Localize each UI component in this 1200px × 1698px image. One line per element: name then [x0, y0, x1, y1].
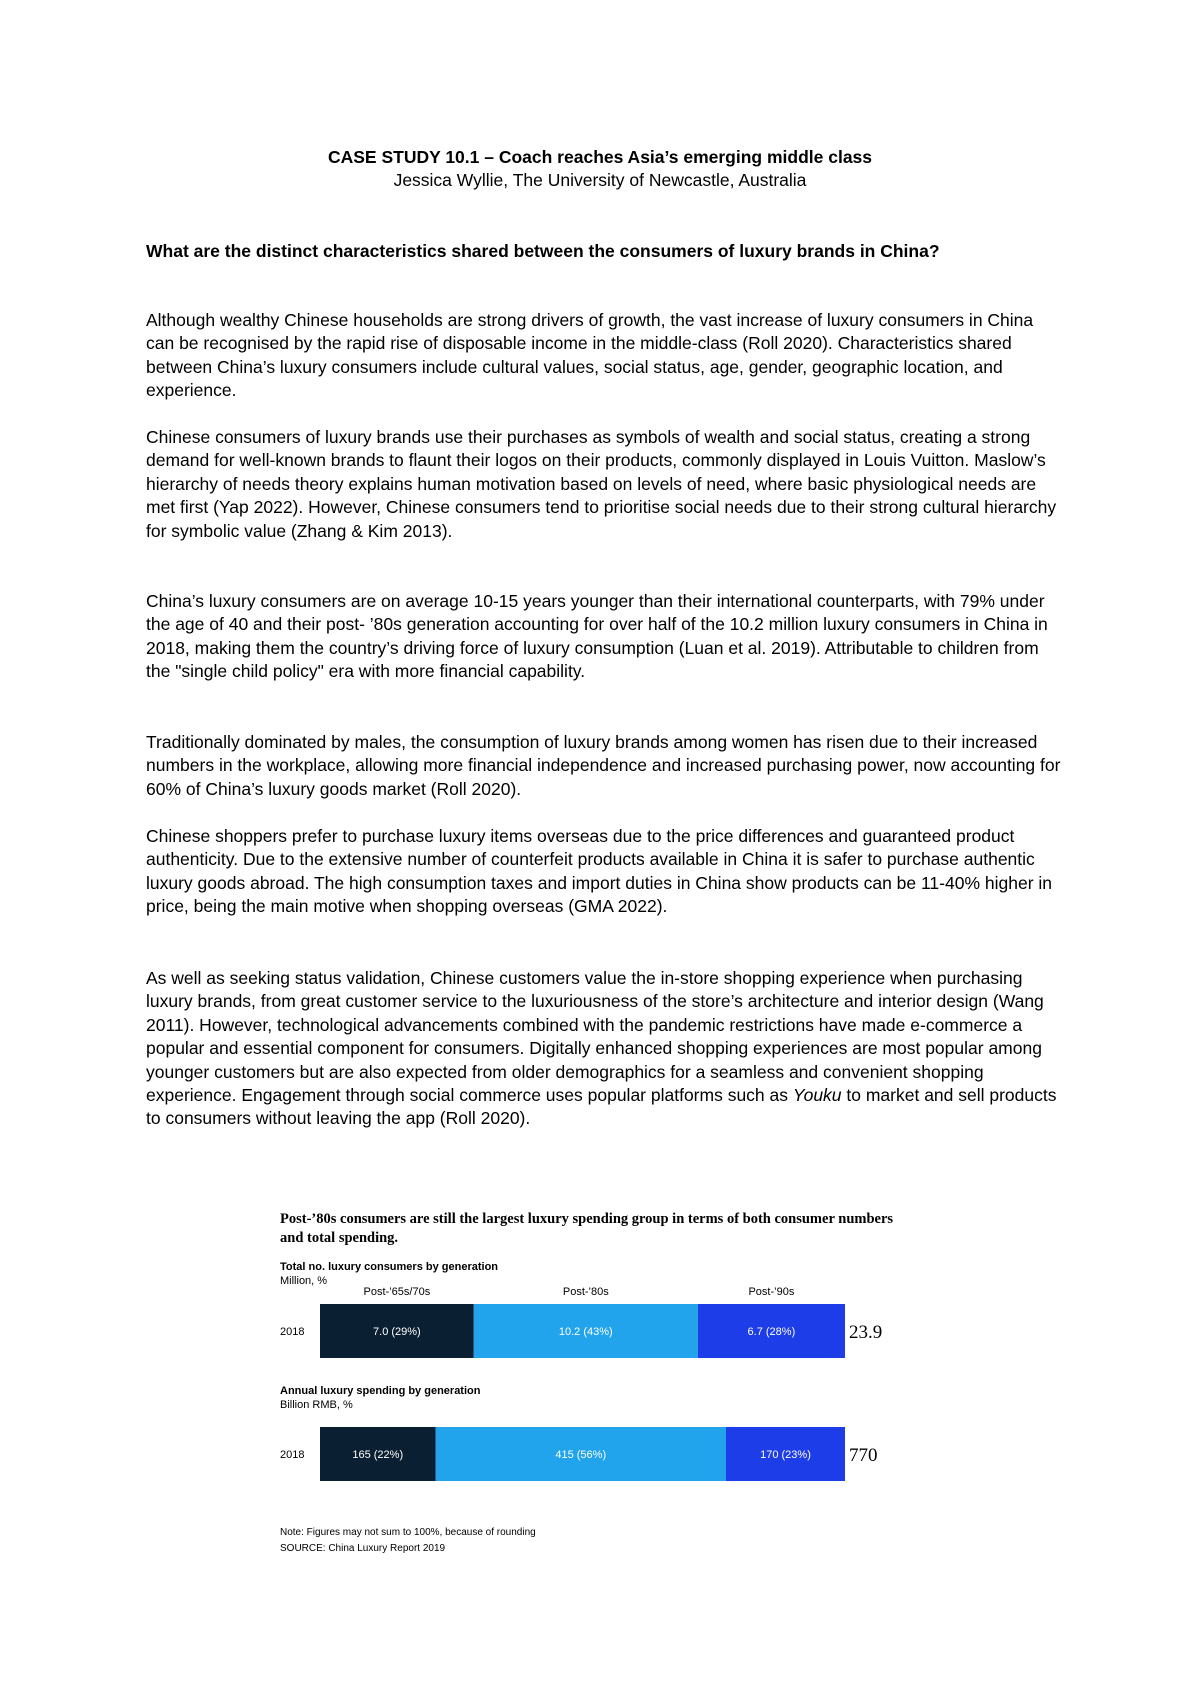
total-value-2: 770	[849, 1445, 878, 1466]
series-header-1: Post-’65s/70s	[363, 1286, 431, 1298]
paragraph-6	[146, 967, 1064, 1131]
panel-1-subtitle: Total no. luxury consumers by generation	[280, 1261, 499, 1273]
bar-label-1-1: 7.0 (29%)	[373, 1326, 421, 1338]
paragraph-6-text-b: to market and sell products to consumers without leaving the app (Roll 2020).	[146, 1085, 1057, 1129]
case-study-title: CASE STUDY 10.1 – Coach reaches Asia’s emerging middle class	[327, 147, 873, 167]
series-header-3: Post-’90s	[748, 1286, 795, 1298]
paragraph-1: Although wealthy Chinese households are strong drivers of growth, the vast increase of luxury consumers in China can be recognised by the rapid rise of disposable income in the middle-class (Roll 2020). Characteristics shared between China’s luxury consumers include cultural values, social status, age, gender, geographic location, and experience.	[146, 310, 1034, 401]
series-header-2: Post-’80s	[562, 1286, 609, 1298]
category-label-1: 2018	[280, 1326, 305, 1338]
bar-label-2-2: 415 (56%)	[555, 1449, 607, 1461]
paragraph-2: Chinese consumers of luxury brands use their purchases as symbols of wealth and social status, creating a strong demand for well-known brands to flaunt their logos on their products, commonly displayed in Louis Vuitton. Maslow’s hierarchy of needs theory explains human motivation based on levels of need, where basic physiological needs are met first (Yap 2022). However, Chinese consumers tend to prioritise social needs due to their strong cultural hierarchy for symbolic value (Zhang & Kim 2013).	[146, 427, 1057, 541]
category-label-2: 2018	[280, 1449, 305, 1461]
paragraph-6-italic: Youku	[792, 1085, 842, 1106]
chart-source: SOURCE: China Luxury Report 2019	[280, 1543, 446, 1554]
chart-note: Note: Figures may not sum to 100%, because of rounding	[280, 1527, 536, 1538]
panel-2-subtitle: Annual luxury spending by generation	[280, 1385, 481, 1397]
bar-label-2-1: 165 (22%)	[352, 1449, 404, 1461]
total-value-1: 23.9	[849, 1322, 883, 1343]
paragraph-3: China’s luxury consumers are on average 10-15 years younger than their international counterparts, with 79% under the age of 40 and their post- ’80s generation accounting for over half of the 10.2 million luxury consumers in China in 2018, making them the country’s driving force of luxury consumption (Luan et al. 2019). Attributable to children from the "single child policy" era with more financial capability.	[146, 591, 1048, 682]
bar-label-1-2: 10.2 (43%)	[558, 1326, 613, 1338]
paragraph-5: Chinese shoppers prefer to purchase luxury items overseas due to the price differences and guaranteed product authenticity. Due to the extensive number of counterfeit products available in China it is safer to purchase authentic luxury goods abroad. The high consumption taxes and import duties in China show products can be 11-40% higher in price, being the main motive when shopping overseas (GMA 2022).	[146, 826, 1053, 917]
panel-1-unit: Million, %	[280, 1275, 328, 1287]
generation-chart-figure	[270, 1210, 910, 1560]
chart-svg	[270, 1210, 910, 1560]
section-question: What are the distinct characteristics shared between the consumers of luxury brands in China?	[146, 241, 940, 261]
bar-label-2-3: 170 (23%)	[760, 1449, 811, 1461]
bar-label-1-3: 6.7 (28%)	[747, 1326, 796, 1338]
paragraph-6-text-a: As well as seeking status validation, Chinese customers value the in-store shopping experience when purchasing luxury brands, from great customer service to the luxuriousness of the store’s architecture and interior design (Wang 2011). However, technological advancements combined with the pandemic restrictions have made e-commerce a popular and essential component for consumers. Digitally enhanced shopping experiences are most popular among younger customers but are also expected from older demographics for a seamless and convenient shopping experience. Engagement through social commerce uses popular platforms such as	[146, 968, 1044, 1106]
paragraph-4: Traditionally dominated by males, the consumption of luxury brands among women has risen due to their increased numbers in the workplace, allowing more financial independence and increased purchasing power, now accounting for 60% of China’s luxury goods market (Roll 2020).	[146, 732, 1061, 799]
author-line: Jessica Wyllie, The University of Newcastle, Australia	[393, 170, 807, 190]
chart-title: Post-’80s consumers are still the largest luxury spending group in terms of both consumer numbers and total spending.	[280, 1211, 894, 1246]
panel-2-unit: Billion RMB, %	[280, 1399, 353, 1411]
